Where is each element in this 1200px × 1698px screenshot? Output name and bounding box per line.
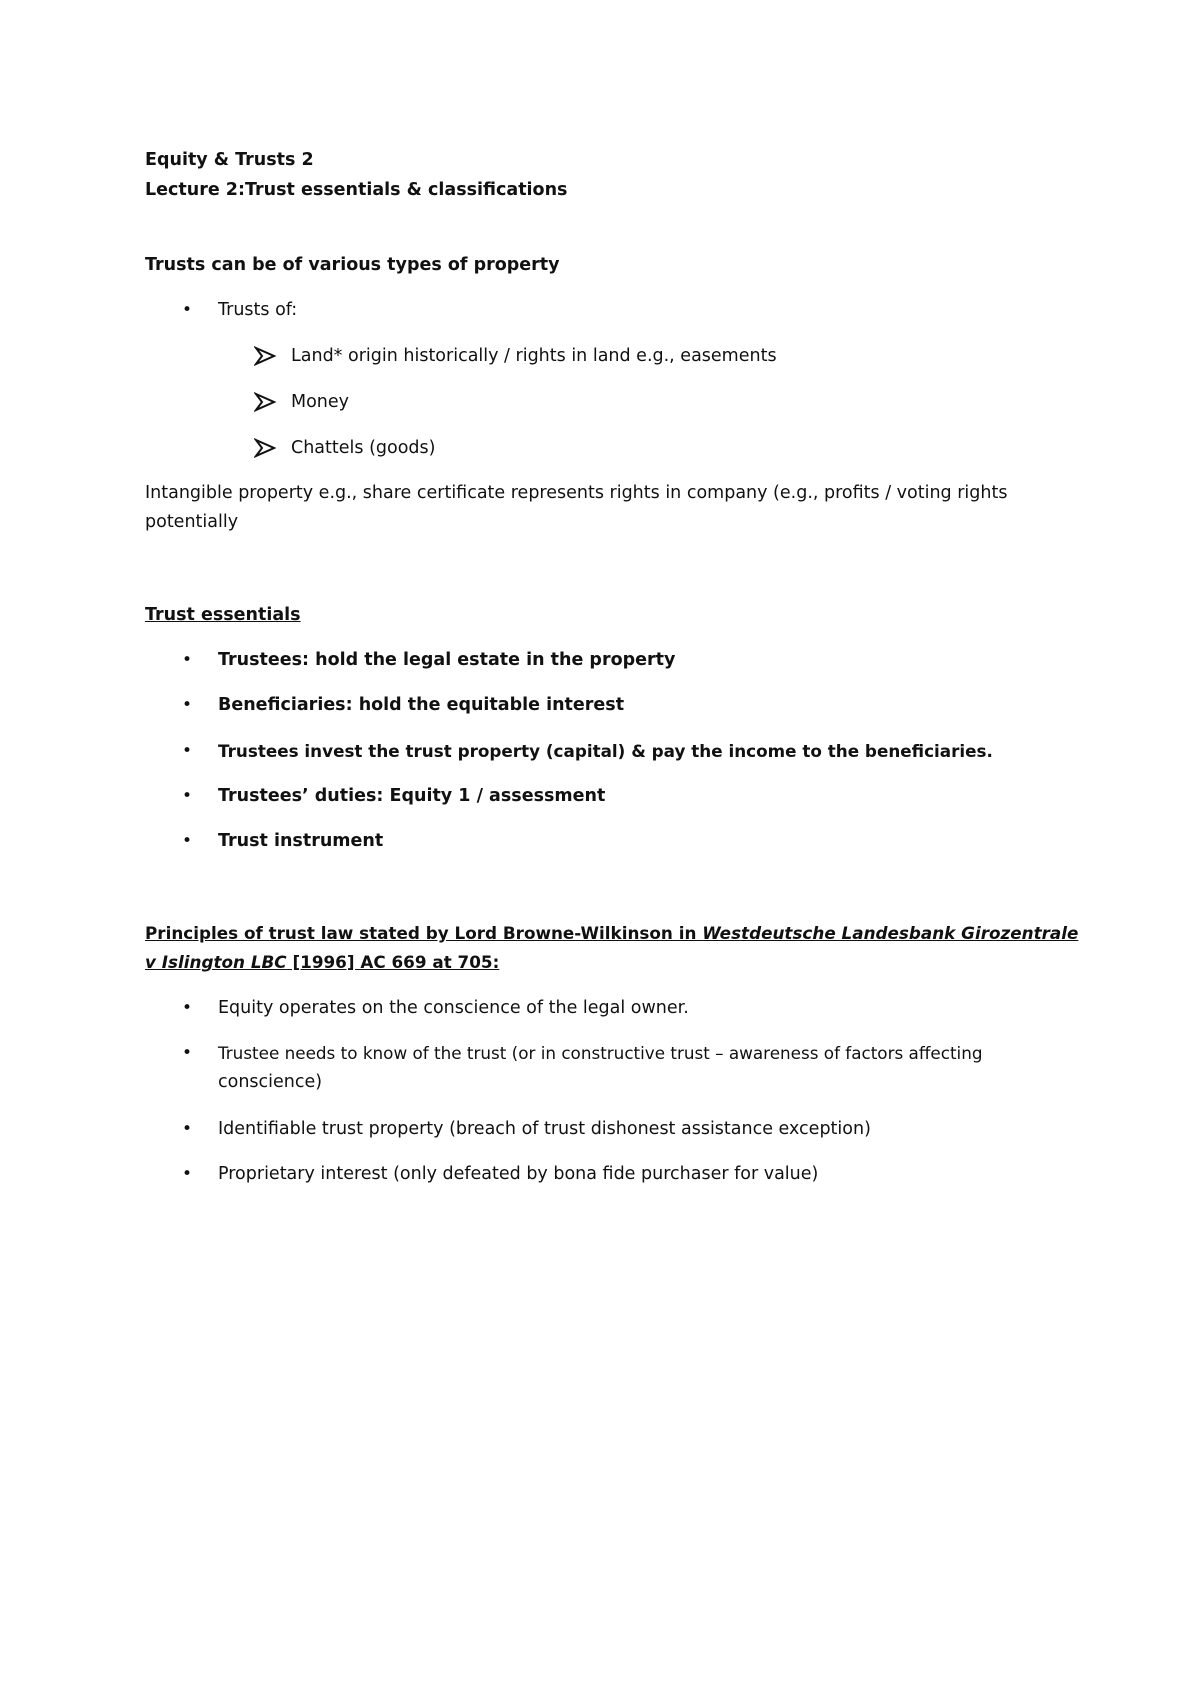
list-item: Trustees’ duties: Equity 1 / assessment [218,786,606,806]
case-name-cont: v Islington LBC [145,952,287,972]
paragraph-line: Intangible property e.g., share certificate represents rights in company (e.g., profits / voting rights [145,483,1008,503]
bullet-dot-icon: • [182,695,193,715]
arrowhead-icon [254,346,276,366]
paragraph-line: potentially [145,512,239,532]
arrowhead-icon [254,438,276,458]
list-item: Trustees invest the trust property (capital) & pay the income to the beneficiaries. [218,741,993,761]
bullet-dot-icon: • [182,1043,193,1063]
list-item: Identifiable trust property (breach of trust dishonest assistance exception) [218,1119,871,1139]
bullet-dot-icon: • [182,831,193,851]
list-item: Trusts of: [218,300,298,320]
bullet-dot-icon: • [182,1164,193,1184]
lecture-title: Lecture 2:Trust essentials & classifications [145,180,568,200]
section-heading-principles-cont [145,950,499,974]
document-title: Equity & Trusts 2 [145,150,314,170]
section-heading-essentials: Trust essentials [145,605,301,625]
list-item: Equity operates on the conscience of the legal owner. [218,998,689,1018]
bullet-dot-icon: • [182,300,193,320]
sub-list-item: Land* origin historically / rights in land e.g., easements [291,346,777,366]
list-item-continuation: conscience) [218,1072,323,1092]
list-item: Trustees: hold the legal estate in the property [218,650,676,670]
bullet-dot-icon: • [182,786,193,806]
list-item: Trust instrument [218,831,384,851]
bullet-dot-icon: • [182,1119,193,1139]
list-item: Beneficiaries: hold the equitable interest [218,695,625,715]
list-item: Trustee needs to know of the trust (or in constructive trust – awareness of factors affecting [218,1043,983,1063]
sub-list-item: Money [291,392,350,412]
heading-prefix: Principles of trust law stated by Lord Browne-Wilkinson in [145,923,703,943]
case-citation: [1996] AC 669 at 705: [286,952,500,972]
bullet-dot-icon: • [182,650,193,670]
section-heading-principles [145,921,1078,945]
arrowhead-icon [254,392,276,412]
bullet-dot-icon: • [182,998,193,1018]
sub-list-item: Chattels (goods) [291,438,436,458]
bullet-dot-icon: • [182,741,193,761]
section-heading-property: Trusts can be of various types of property [145,255,560,275]
case-name: Westdeutsche Landesbank Girozentrale [702,923,1079,943]
list-item: Proprietary interest (only defeated by bona fide purchaser for value) [218,1164,819,1184]
